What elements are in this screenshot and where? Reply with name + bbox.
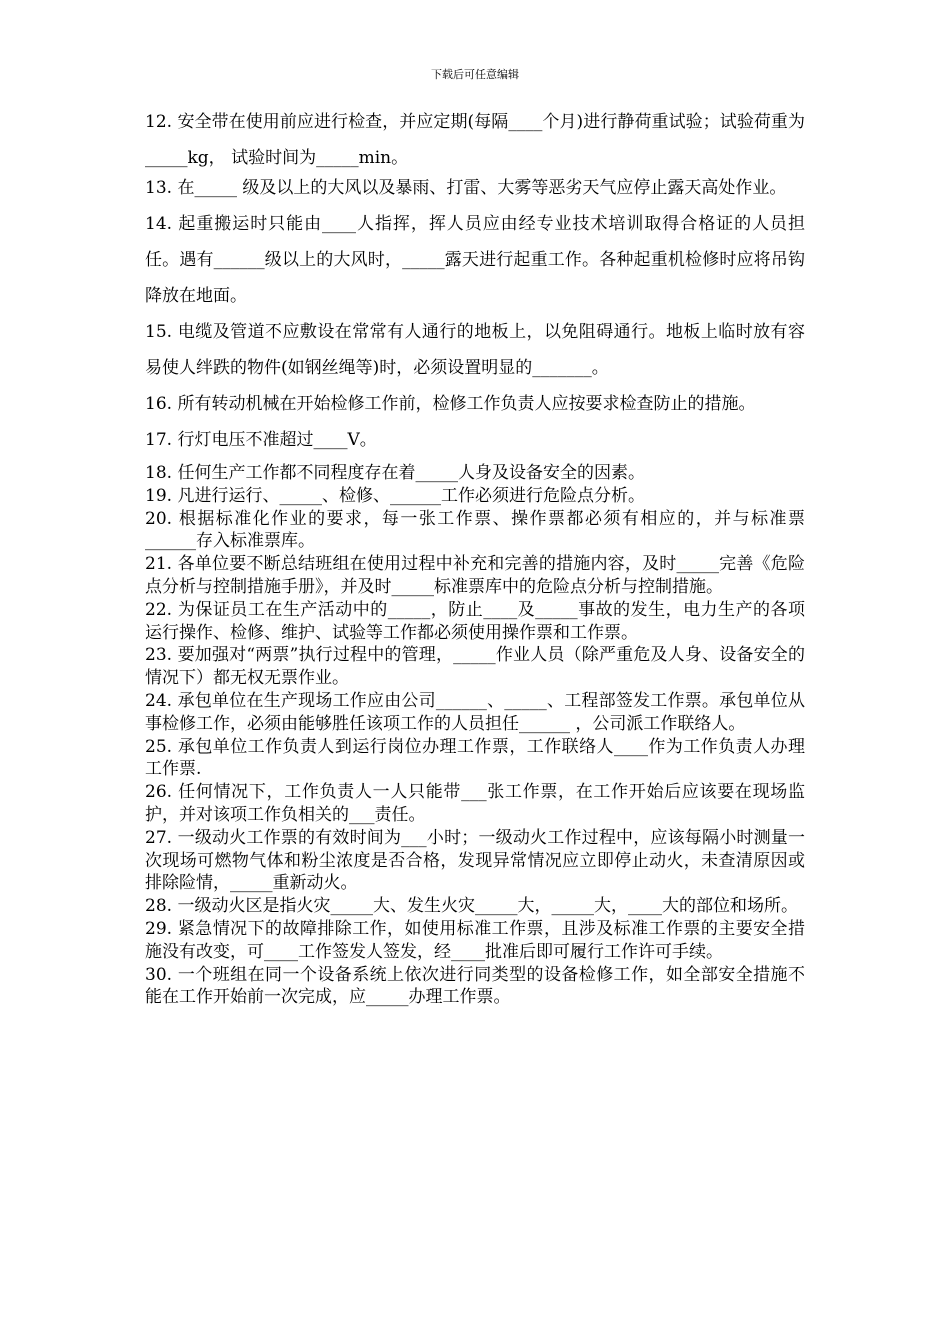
question-22: 22. 为保证员工在生产活动中的_____，防止____及_____事故的发生，电力生产的各项运行操作、检修、维护、试验等工作都必须使用操作票和工作票。 xyxy=(145,599,805,643)
page-header: 下载后可任意编辑 xyxy=(431,68,519,81)
question-list xyxy=(145,104,805,1009)
question-18: 18. 任何生产工作都不同程度存在着_____人身及设备安全的因素。 xyxy=(145,463,645,483)
question-25: 25. 承包单位工作负责人到运行岗位办理工作票，工作联络人____作为工作负责人办理工作票. xyxy=(145,736,805,780)
question-12: 12. 安全带在使用前应进行检查，并应定期(每隔____个月)进行静荷重试验；试验荷重为_____kg， 试验时间为_____min。 xyxy=(145,112,805,168)
question-23: 23. 要加强对“两票”执行过程中的管理，_____作业人员（除严重危及人身、设备安全的情况下）都无权无票作业。 xyxy=(145,645,805,689)
question-24: 24. 承包单位在生产现场工作应由公司______、_____、工程部签发工作票。承包单位从事检修工作，必须由能够胜任该项工作的人员担任______ ，公司派工作联络人。 xyxy=(145,690,805,734)
question-29: 29. 紧急情况下的故障排除工作，如使用标准工作票，且涉及标准工作票的主要安全措施没有改变，可____工作签发人签发，经____批准后即可履行工作许可手续。 xyxy=(145,918,805,962)
question-30: 30. 一个班组在同一个设备系统上依次进行同类型的设备检修工作，如全部安全措施不能在工作开始前一次完成，应_____办理工作票。 xyxy=(145,964,805,1008)
question-28: 28. 一级动火区是指火灾_____大、发生火灾_____大，_____大，____大的部位和场所。 xyxy=(145,896,798,917)
question-17: 17. 行灯电压不准超过____V。 xyxy=(145,430,377,450)
question-21: 21. 各单位要不断总结班组在使用过程中补充和完善的措施内容，及时_____完善《危险点分析与控制措施手册》，并及时_____标准票库中的危险点分析与控制措施。 xyxy=(145,554,805,597)
question-26: 26. 任何情况下，工作负责人一人只能带___张工作票，在工作开始后应该要在现场监护，并对该项工作负相关的___责任。 xyxy=(145,782,805,825)
question-16: 16. 所有转动机械在开始检修工作前，检修工作负责人应按要求检查防止的措施。 xyxy=(145,394,756,414)
question-19: 19. 凡进行运行、_____、检修、______工作必须进行危险点分析。 xyxy=(145,485,645,506)
question-13: 13. 在_____ 级及以上的大风以及暴雨、打雷、大雾等恶劣天气应停止露天高处作业。 xyxy=(145,178,787,198)
question-27: 27. 一级动火工作票的有效时间为___小时；一级动火工作过程中，应该每隔小时测量一次现场可燃物气体和粉尘浓度是否合格，发现异常情况应立即停止动火，未查清原因或排除险情，_____重新动火。 xyxy=(145,827,805,894)
question-20: 20. 根据标准化作业的要求，每一张工作票、操作票都必须有相应的，并与标准票______存入标准票库。 xyxy=(145,508,805,552)
question-15: 15. 电缆及管道不应敷设在常常有人通行的地板上，以免阻碍通行。地板上临时放有容易使人绊跌的物件(如钢丝绳等)时，必须设置明显的_______。 xyxy=(145,322,805,378)
question-14: 14. 起重搬运时只能由____人指挥，挥人员应由经专业技术培训取得合格证的人员担任。遇有______级以上的大风时，_____露天进行起重工作。各种起重机检修时应将吊钩降放在地面。 xyxy=(145,214,805,306)
